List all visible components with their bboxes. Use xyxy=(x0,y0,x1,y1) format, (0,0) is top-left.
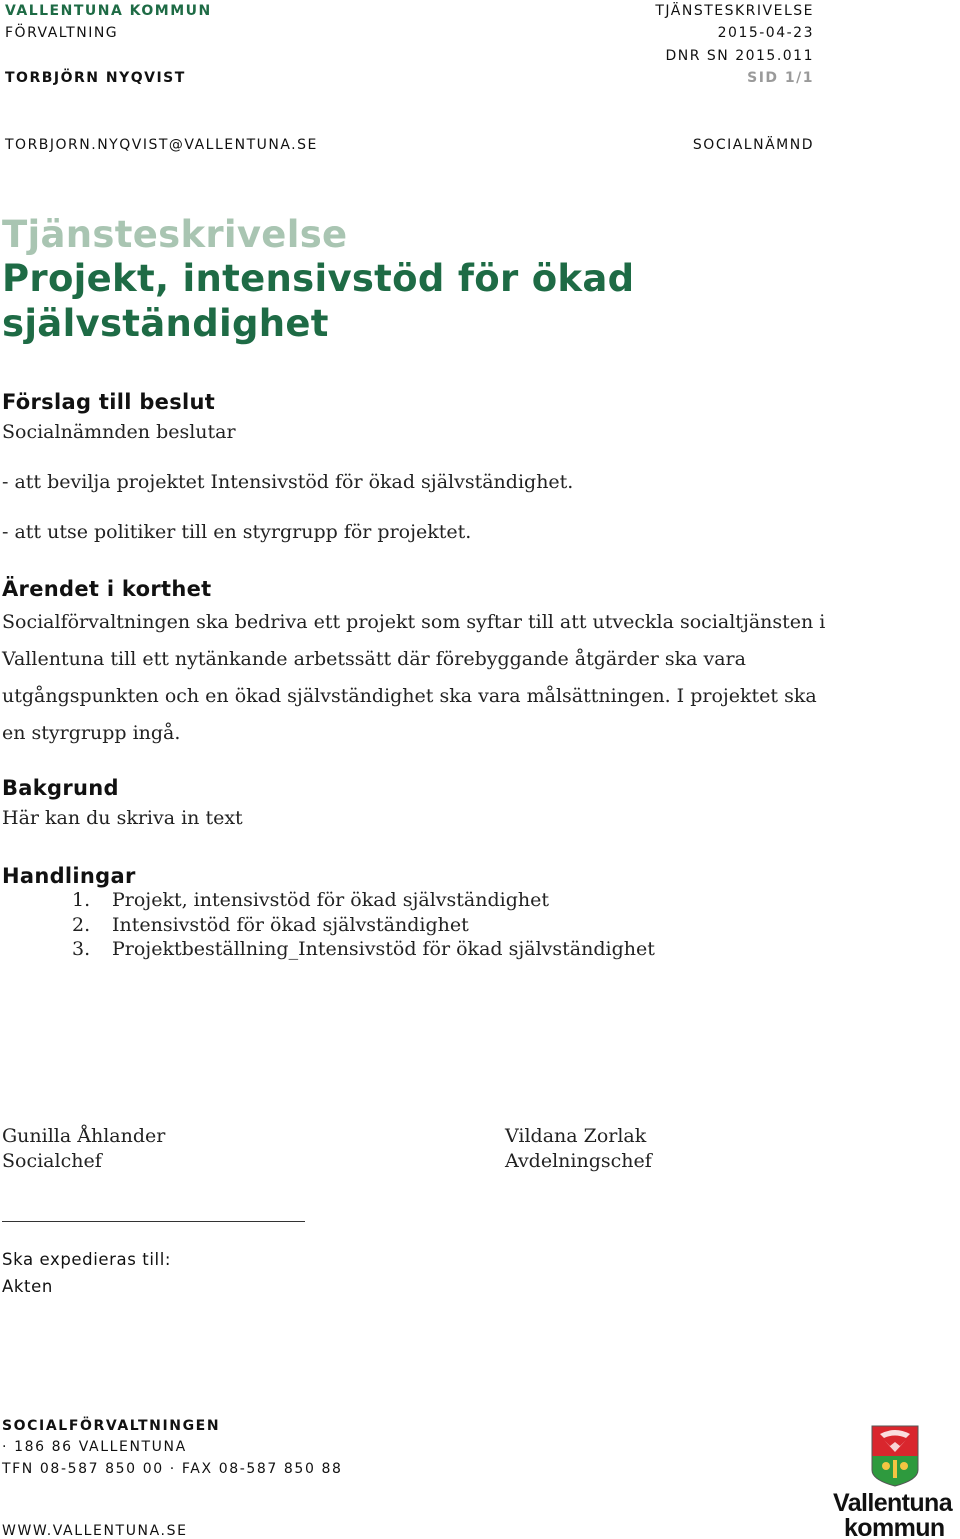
author-name: TORBJÖRN NYQVIST xyxy=(5,70,186,86)
doc-type: TJÄNSTESKRIVELSE xyxy=(655,3,814,19)
signer-name: Vildana Zorlak xyxy=(505,1125,647,1147)
summary-heading: Ärendet i korthet xyxy=(2,577,212,601)
document-number: 3. xyxy=(72,938,91,960)
org-name: VALLENTUNA KOMMUN xyxy=(5,3,212,19)
footer-org: SOCIALFÖRVALTNINGEN xyxy=(2,1418,221,1434)
vallentuna-logo xyxy=(832,1424,958,1539)
documents-heading: Handlingar xyxy=(2,864,136,888)
doc-title-line2: självständighet xyxy=(2,302,329,345)
distribution-value: Akten xyxy=(2,1277,53,1296)
background-text: Här kan du skriva in text xyxy=(2,807,243,829)
proposal-intro: Socialnämnden beslutar xyxy=(2,421,236,443)
document-item: Projekt, intensivstöd för ökad självständighet xyxy=(112,889,550,911)
doc-dnr: DNR SN 2015.011 xyxy=(665,48,814,64)
logo-word-1: Vallentuna xyxy=(833,1489,953,1517)
department: FÖRVALTNING xyxy=(5,25,119,41)
doc-title-line1: Projekt, intensivstöd för ökad xyxy=(2,257,635,300)
footer-contact: TFN 08-587 850 00 · FAX 08-587 850 88 xyxy=(2,1461,343,1477)
logo-word-2: kommun xyxy=(844,1514,945,1539)
document-number: 1. xyxy=(72,889,91,911)
distribution-label: Ska expedieras till: xyxy=(2,1250,172,1269)
recipient: SOCIALNÄMND xyxy=(692,137,814,153)
signer-name: Gunilla Åhlander xyxy=(2,1125,166,1147)
proposal-item: - att utse politiker till en styrgrupp för projektet. xyxy=(2,521,472,543)
doc-title-type: Tjänsteskrivelse xyxy=(2,213,348,256)
summary-text: Socialförvaltningen ska bedriva ett projekt som syftar till att utveckla socialtjänsten i Vallentuna till ett nytänkande arbetssätt där förebyggande åtgärder ska vara utgångspunkten och en ökad självständighet ska vara målsättningen. I projektet ska en styrgrupp ingå. xyxy=(2,611,826,744)
signature-block-2 xyxy=(505,1124,652,1174)
coat-of-arms-icon xyxy=(832,1424,958,1539)
author-email[interactable]: TORBJORN.NYQVIST@VALLENTUNA.SE xyxy=(5,137,318,153)
page-number: SID 1/1 xyxy=(747,70,814,86)
signer-role: Socialchef xyxy=(2,1150,102,1172)
document-item: Projektbeställning_Intensivstöd för ökad självständighet xyxy=(112,938,655,960)
footer-address: · 186 86 VALLENTUNA xyxy=(2,1439,187,1455)
separator-line xyxy=(2,1221,305,1222)
doc-date: 2015-04-23 xyxy=(717,25,814,41)
background-heading: Bakgrund xyxy=(2,776,119,800)
document-item: Intensivstöd för ökad självständighet xyxy=(112,914,469,936)
document-number: 2. xyxy=(72,914,91,936)
proposal-heading: Förslag till beslut xyxy=(2,390,216,414)
footer-web[interactable]: WWW.VALLENTUNA.SE xyxy=(2,1523,188,1539)
signer-role: Avdelningschef xyxy=(505,1150,652,1172)
signature-block-1 xyxy=(2,1124,165,1174)
proposal-item: - att bevilja projektet Intensivstöd för ökad självständighet. xyxy=(2,471,574,493)
